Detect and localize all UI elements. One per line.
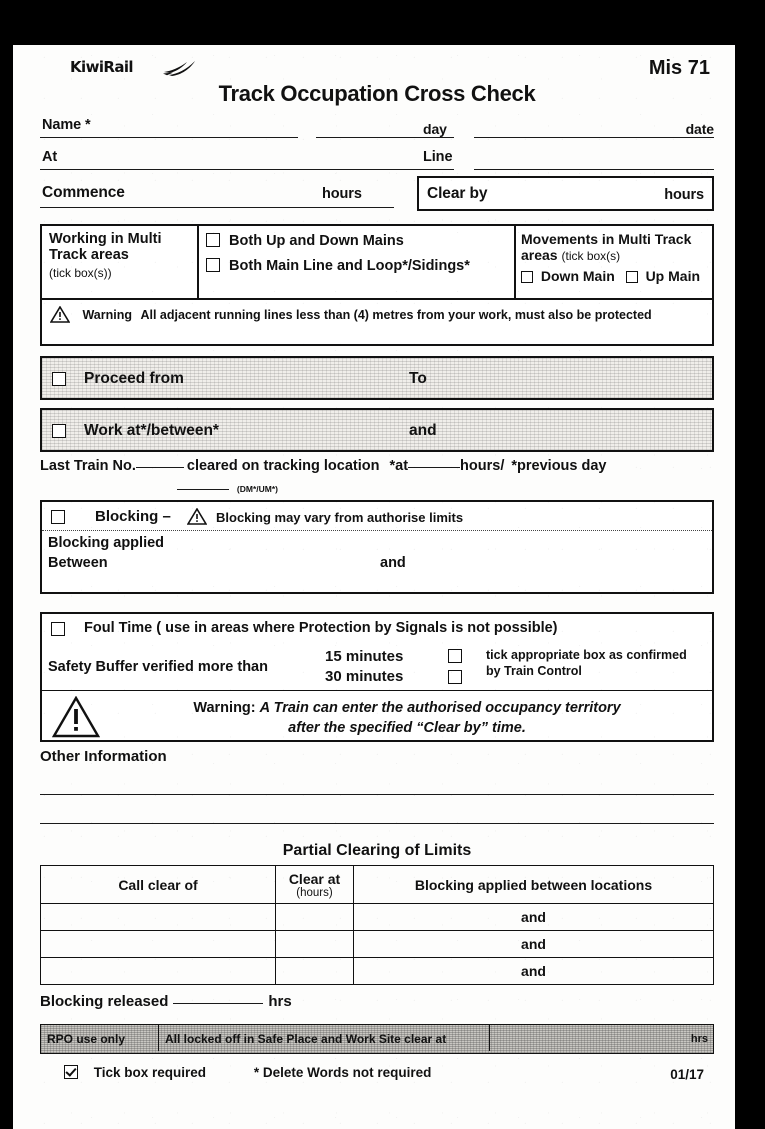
last-train-line	[40, 458, 606, 474]
blocking-between-input[interactable]	[132, 555, 362, 575]
table-row	[41, 904, 714, 931]
label-down-main: Down Main	[540, 268, 615, 284]
multi-track-divider-1	[197, 226, 199, 298]
foul-time-panel	[40, 612, 714, 742]
footer-notes	[64, 1065, 431, 1080]
col-call-clear-of: Call clear of	[41, 866, 276, 904]
blocking-released-units: hrs	[268, 993, 292, 1010]
blocking-released-label: Blocking released	[40, 993, 169, 1010]
checkbox-down-main[interactable]	[521, 271, 533, 283]
date-label: date	[685, 121, 714, 137]
checkbox-foul-time[interactable]	[51, 622, 65, 636]
work-at-between-box	[40, 408, 714, 452]
proceed-to-label: To	[409, 370, 427, 387]
day-label: day	[423, 121, 447, 137]
col-clear-at	[276, 866, 354, 904]
last-train-at-label: *at	[389, 458, 409, 474]
blocking-between-label: Between	[48, 555, 108, 571]
form-sheet	[38, 45, 716, 1129]
cell-blocking-and[interactable]: and	[354, 931, 714, 958]
scanned-page	[13, 45, 735, 1129]
checkbox-blocking[interactable]	[51, 510, 65, 524]
foul-time-divider	[42, 690, 712, 691]
col-clear-at-label: Clear at	[288, 870, 341, 887]
cell-clear-at[interactable]	[276, 931, 354, 958]
dm-um-line	[177, 479, 278, 495]
movements-title-line2: areas	[521, 247, 558, 263]
cell-blocking-and[interactable]: and	[354, 958, 714, 985]
name-input[interactable]	[40, 137, 298, 138]
movements-title-line1: Movements in Multi Track	[521, 231, 692, 247]
clear-by-input[interactable]	[507, 184, 687, 208]
blocking-dotted-divider	[42, 530, 712, 531]
work-at-and-label: and	[409, 422, 437, 439]
label-both-up-down-mains: Both Up and Down Mains	[229, 233, 404, 249]
blocking-released-line	[40, 993, 292, 1010]
rpo-statement: All locked off in Safe Place and Work Site clear at	[165, 1032, 447, 1046]
multi-track-panel	[40, 224, 714, 346]
working-multi-track-title-line2: Track areas	[49, 247, 129, 263]
line-label: Line	[423, 149, 453, 165]
last-train-previous-day-label: *previous day	[511, 458, 607, 474]
kiwirail-logo-text: KiwiRail	[70, 58, 133, 76]
partial-clearing-table	[40, 865, 714, 985]
multi-track-warning-text: All adjacent running lines less than (4) metres from your work, must also be protected	[140, 308, 652, 322]
label-both-main-line-loop-sidings: Both Main Line and Loop*/Sidings*	[229, 258, 470, 274]
last-train-mid: cleared on tracking location	[186, 458, 380, 474]
delete-words-note: * Delete Words not required	[253, 1065, 432, 1080]
last-train-at-input[interactable]	[408, 467, 460, 468]
proceed-from-box	[40, 356, 714, 400]
blocking-released-input[interactable]	[173, 1003, 263, 1004]
other-information-input-1[interactable]	[40, 794, 714, 795]
clear-by-box	[417, 176, 714, 211]
dm-um-input[interactable]	[177, 489, 229, 490]
rpo-use-only-label: RPO use only	[47, 1032, 126, 1046]
checkbox-both-main-line-loop-sidings[interactable]	[206, 258, 220, 272]
at-label: At	[42, 149, 58, 165]
cell-call-clear-of[interactable]	[41, 931, 276, 958]
rpo-divider-1	[158, 1025, 159, 1051]
work-at-value-b[interactable]	[457, 422, 702, 442]
warning-triangle-icon	[50, 306, 70, 323]
foul-time-title: Foul Time ( use in areas where Protection by Signals is not possible)	[84, 620, 558, 636]
work-at-between-label: Work at*/between*	[84, 422, 219, 439]
page-title: Track Occupation Cross Check	[218, 81, 536, 106]
rpo-units: hrs	[690, 1033, 708, 1045]
safety-buffer-label: Safety Buffer verified more than	[48, 659, 268, 675]
foul-time-warning-line1: A Train can enter the authorised occupancy territory	[259, 700, 621, 716]
checkbox-both-up-down-mains[interactable]	[206, 233, 220, 247]
last-train-prefix: Last Train No.	[40, 458, 136, 474]
table-header-row	[41, 866, 714, 904]
rpo-time-input[interactable]	[497, 1032, 677, 1048]
label-up-main: Up Main	[645, 268, 701, 284]
clear-by-label: Clear by	[427, 185, 488, 202]
last-train-hours-label: hours/	[460, 458, 505, 474]
cell-blocking-and[interactable]: and	[354, 904, 714, 931]
dm-um-note: (DM*/UM*)	[236, 484, 278, 494]
blocking-title: Blocking –	[95, 508, 171, 525]
table-row	[41, 931, 714, 958]
foul-time-warning-word: Warning:	[193, 700, 256, 716]
col-clear-at-sub: (hours)	[296, 886, 333, 899]
proceed-to-input[interactable]	[442, 370, 702, 390]
commence-units: hours	[322, 186, 362, 202]
other-information-input-2[interactable]	[40, 823, 714, 824]
label-30-minutes: 30 minutes	[325, 668, 404, 685]
cell-clear-at[interactable]	[276, 958, 354, 985]
blocking-and-label: and	[380, 555, 406, 571]
tick-box-required-note: Tick box required	[93, 1065, 207, 1080]
day-input[interactable]	[316, 137, 454, 138]
rpo-divider-2	[489, 1025, 490, 1051]
checkbox-15-minutes[interactable]	[448, 649, 462, 663]
form-code: Mis 71	[648, 57, 710, 79]
checkbox-work-at-between[interactable]	[52, 424, 66, 438]
blocking-applied-label: Blocking applied	[48, 535, 165, 551]
kiwi-feather-swoosh-icon	[163, 58, 197, 78]
partial-clearing-title: Partial Clearing of Limits	[282, 842, 472, 859]
proceed-from-input[interactable]	[217, 370, 382, 390]
col-blocking-between-locations: Blocking applied between locations	[354, 866, 714, 904]
proceed-from-label: Proceed from	[84, 370, 184, 387]
label-15-minutes: 15 minutes	[325, 648, 404, 665]
checkbox-up-main[interactable]	[626, 271, 638, 283]
working-multi-track-title-line1: Working in Multi	[49, 231, 162, 247]
blocking-warning-triangle-icon	[187, 508, 207, 525]
blocking-panel	[40, 500, 714, 594]
warning-triangle-exclamation-icon	[52, 696, 100, 738]
cell-clear-at[interactable]	[276, 904, 354, 931]
cell-call-clear-of[interactable]	[41, 904, 276, 931]
blocking-warning-text: Blocking may vary from authorise limits	[216, 510, 464, 525]
kiwirail-logo	[70, 58, 200, 80]
commence-label: Commence	[42, 184, 125, 201]
checkbox-30-minutes[interactable]	[448, 670, 462, 684]
multi-track-warning-word: Warning	[82, 308, 132, 322]
train-control-note-line2: by Train Control	[486, 664, 582, 678]
cell-call-clear-of[interactable]	[41, 958, 276, 985]
multi-track-warning-divider	[42, 298, 712, 300]
last-train-number-input[interactable]	[136, 467, 184, 468]
other-information-label: Other Information	[40, 748, 167, 765]
foul-time-warning-line2: after the specified “Clear by” time.	[288, 720, 526, 736]
working-multi-track-note: (tick box(s))	[49, 266, 112, 280]
at-input[interactable]	[40, 169, 454, 170]
clear-by-units: hours	[664, 187, 704, 203]
work-at-value-a[interactable]	[267, 422, 407, 442]
train-control-note-line1: tick appropriate box as confirmed	[486, 648, 687, 662]
revision-code: 01/17	[670, 1067, 704, 1082]
checkbox-proceed-from[interactable]	[52, 372, 66, 386]
date-input[interactable]	[474, 137, 714, 138]
table-row	[41, 958, 714, 985]
rpo-row	[40, 1024, 714, 1054]
blocking-and-input[interactable]	[422, 555, 702, 575]
commence-input[interactable]	[40, 207, 394, 208]
name-label: Name *	[42, 117, 91, 133]
line-input[interactable]	[474, 169, 714, 170]
multi-track-divider-2	[514, 226, 516, 298]
checked-tickbox-icon	[64, 1065, 78, 1079]
movements-note: (tick box(s)	[561, 249, 621, 263]
